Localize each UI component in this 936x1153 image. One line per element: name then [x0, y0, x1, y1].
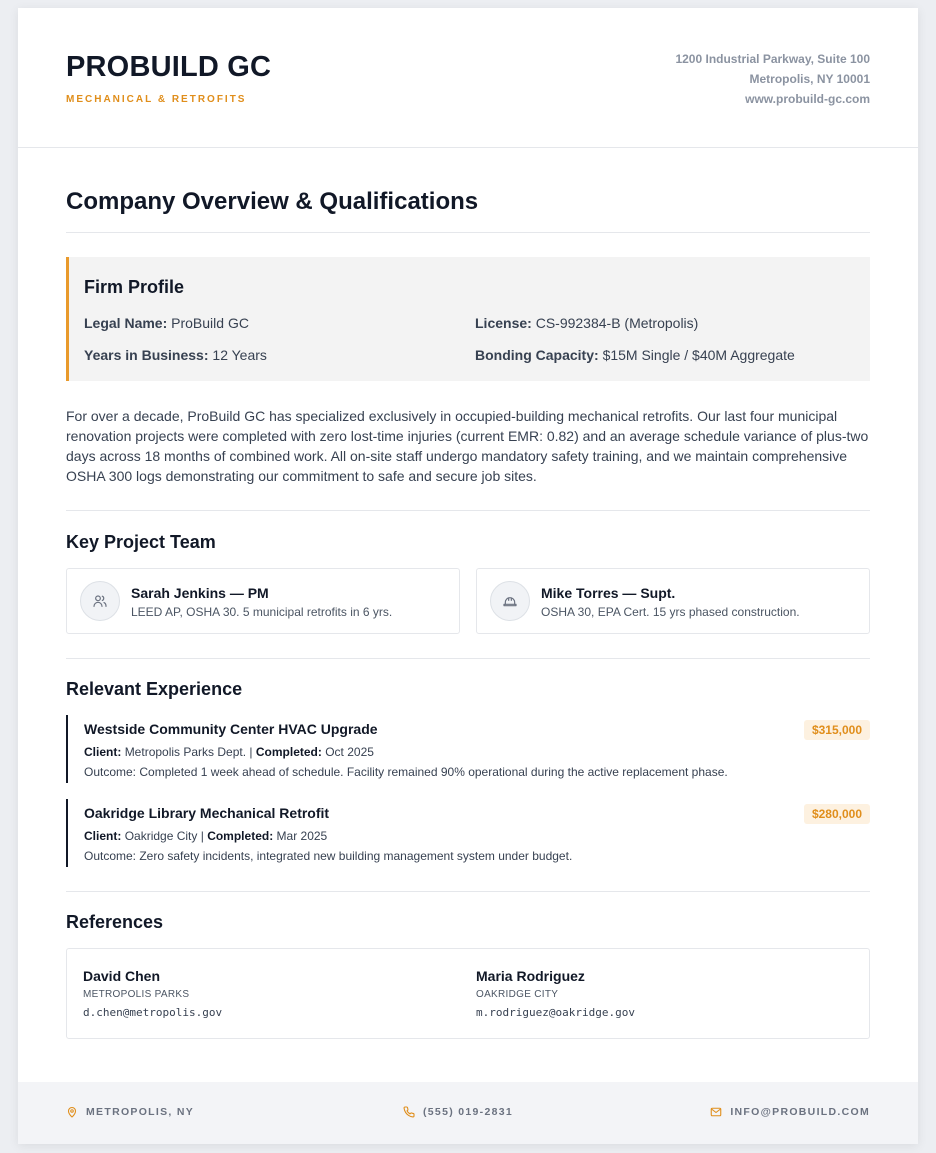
reference-email[interactable]: m.rodriguez@oakridge.gov — [476, 1006, 635, 1019]
firm-profile-title: Firm Profile — [84, 277, 185, 297]
company-name: PROBUILD GC — [66, 51, 272, 83]
experience-title: Relevant Experience — [66, 679, 243, 699]
footer-phone[interactable] — [403, 1106, 513, 1118]
years-field — [84, 347, 267, 363]
bonding-value: $15M Single / $40M Aggregate — [602, 347, 795, 363]
reference-name: Maria Rodriguez — [476, 968, 585, 984]
phone-icon — [403, 1106, 415, 1118]
reference-name: David Chen — [83, 968, 161, 984]
project-name: Oakridge Library Mechanical Retrofit — [84, 805, 330, 821]
users-icon — [80, 581, 120, 621]
project-outcome: Outcome: Completed 1 week ahead of schedule. Facility remained 90% operational during the active replacement phase. — [84, 765, 728, 779]
page-title: Company Overview & Qualifications — [66, 188, 870, 233]
client-value: Metropolis Parks Dept. — [124, 745, 247, 759]
website-link[interactable]: www.probuild-gc.com — [745, 92, 870, 106]
project-item — [66, 715, 870, 783]
team-card — [66, 568, 460, 634]
team-grid — [66, 568, 870, 659]
completed-label: Completed: — [207, 829, 274, 843]
reference-item — [476, 968, 635, 1019]
footer-location-text: METROPOLIS, NY — [86, 1106, 195, 1118]
reference-email[interactable]: d.chen@metropolis.gov — [83, 1006, 223, 1019]
firm-profile-box — [66, 257, 870, 381]
hard-hat-icon — [490, 581, 530, 621]
company-address — [675, 49, 870, 109]
team-title: Key Project Team — [66, 532, 216, 552]
member-credentials: OSHA 30, EPA Cert. 15 yrs phased construction. — [541, 605, 800, 619]
address-line1: 1200 Industrial Parkway, Suite 100 — [675, 52, 870, 66]
project-name: Westside Community Center HVAC Upgrade — [84, 721, 378, 737]
client-label: Client: — [84, 829, 122, 843]
license-field — [475, 315, 698, 331]
project-outcome: Outcome: Zero safety incidents, integrated new building management system under budget. — [84, 849, 573, 863]
legal-name-field — [84, 315, 249, 331]
reference-org: OAKRIDGE CITY — [476, 989, 559, 1000]
completed-value: Oct 2025 — [325, 745, 374, 759]
bonding-label: Bonding Capacity: — [475, 347, 599, 363]
completed-label: Completed: — [255, 745, 322, 759]
contract-amount-badge: $315,000 — [804, 720, 870, 740]
legal-name-value: ProBuild GC — [171, 315, 249, 331]
member-name: Mike Torres — Supt. — [541, 585, 676, 601]
experience-section — [66, 679, 870, 892]
mail-icon — [710, 1106, 722, 1118]
team-card — [476, 568, 870, 634]
completed-value: Mar 2025 — [276, 829, 328, 843]
letterhead — [18, 8, 918, 148]
reference-org: METROPOLIS PARKS — [83, 989, 190, 1000]
references-box — [66, 948, 870, 1039]
page-footer — [18, 1082, 918, 1144]
intro-paragraph: For over a decade, ProBuild GC has specialized exclusively in occupied-building mechanical retrofits. Our last four municipal renovation projects were completed with zero lost-time injuries (current EMR: 0.82) and an average schedule variance of plus-two days across 18 months of combined work. All on-site staff undergo mandatory safety training, and we maintain comprehensive OSHA 300 logs demonstrating our commitment to safe and secure job sites. — [66, 406, 870, 511]
client-label: Client: — [84, 745, 122, 759]
map-pin-icon — [66, 1106, 78, 1118]
experience-list — [66, 715, 870, 892]
footer-phone-text: (555) 019-2831 — [423, 1106, 514, 1118]
project-item — [66, 799, 870, 867]
license-value: CS-992384-B (Metropolis) — [535, 315, 699, 331]
member-name: Sarah Jenkins — PM — [131, 585, 269, 601]
address-line2: Metropolis, NY 10001 — [749, 72, 870, 86]
footer-email-text: INFO@PROBUILD.COM — [730, 1106, 870, 1118]
team-section — [66, 532, 870, 659]
footer-location — [66, 1106, 194, 1118]
legal-name-label: Legal Name: — [84, 315, 168, 331]
years-value: 12 Years — [212, 347, 267, 363]
contract-amount-badge: $280,000 — [804, 804, 870, 824]
years-label: Years in Business: — [84, 347, 209, 363]
document-page — [18, 8, 918, 1144]
bonding-field — [475, 347, 795, 363]
client-value: Oakridge City — [124, 829, 198, 843]
member-credentials: LEED AP, OSHA 30. 5 municipal retrofits in 6 yrs. — [131, 605, 393, 619]
project-meta: Client: Metropolis Parks Dept. | Completed: Oct 2025 — [84, 745, 374, 759]
main-content — [66, 188, 870, 1039]
company-tagline: MECHANICAL & RETROFITS — [66, 94, 247, 105]
footer-email[interactable] — [710, 1106, 870, 1118]
references-title: References — [66, 912, 164, 932]
license-label: License: — [475, 315, 532, 331]
references-section — [66, 912, 870, 1039]
project-meta: Client: Oakridge City | Completed: Mar 2025 — [84, 829, 328, 843]
reference-item — [83, 968, 222, 1019]
